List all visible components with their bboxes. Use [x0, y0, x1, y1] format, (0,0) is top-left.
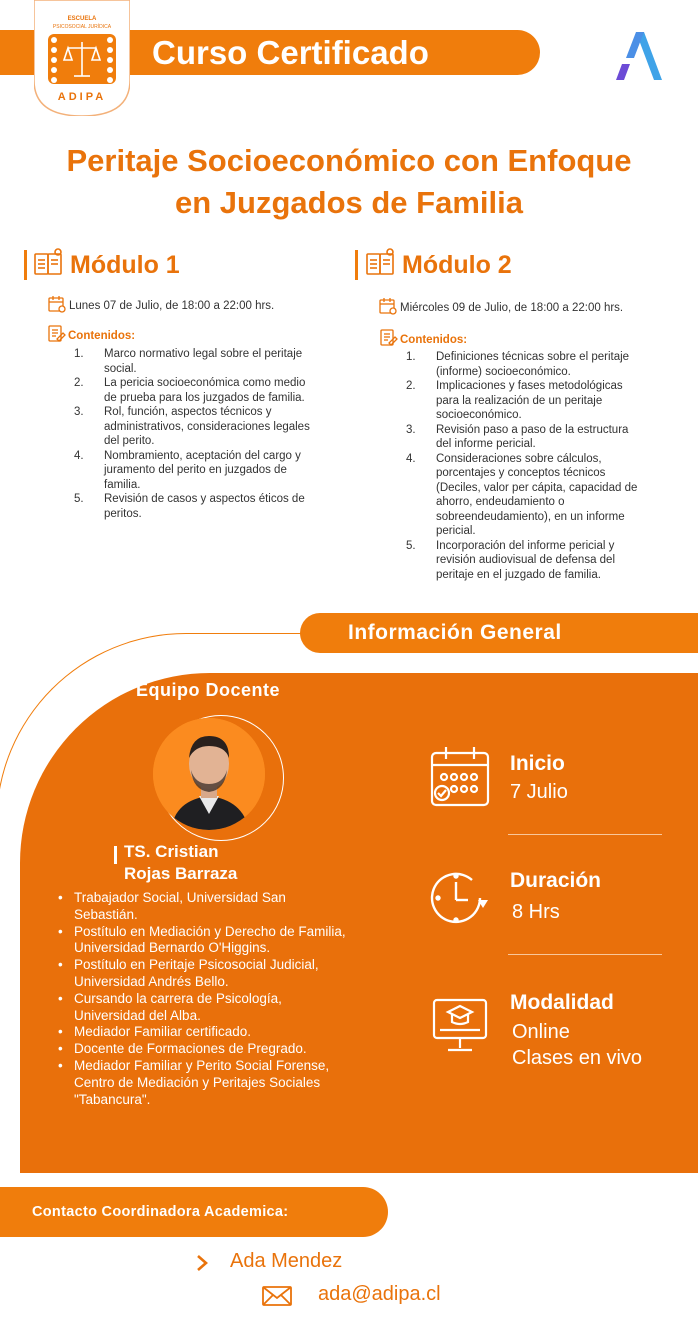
list-item: 5. Revisión de casos y aspectos éticos de peritos.	[74, 493, 305, 520]
calendar-icon	[48, 295, 66, 316]
document-edit-icon	[48, 325, 66, 346]
online-class-icon	[428, 994, 492, 1059]
list-item: 4. Consideraciones sobre cálculos, porcentajes y conceptos técnicos (Deciles, valor per cápita, capacidad de ahorro, endeudamiento o sobreendeudamiento), en un informe	[406, 452, 638, 523]
teacher-avatar	[153, 718, 265, 830]
module2-date: Miércoles 09 de Julio, de 18:00 a 22:00 hrs.	[400, 301, 624, 314]
header-title: Curso Certificado	[152, 34, 429, 71]
module1-contents-text: Contenidos:	[68, 329, 136, 342]
list-item: • Docente de Formaciones de Pregrado.	[58, 1041, 307, 1057]
module1-contents-label	[48, 325, 135, 346]
module1-heading	[34, 250, 180, 280]
list-item: 2. La pericia socioeconómica como medio de prueba para los juzgados de familia.	[74, 377, 306, 404]
logo-mid-text: PSICOSOCIAL JURÍDICA	[52, 24, 112, 30]
start-label: Inicio	[510, 752, 565, 775]
list-item: • Postítulo en Peritaje Psicosocial Judicial, Universidad Andrés Bello.	[58, 957, 319, 989]
contact-title: Contacto Coordinadora Academica:	[32, 1204, 289, 1220]
duration-value: 8 Hrs	[512, 901, 560, 923]
start-value: 7 Julio	[510, 781, 568, 803]
book-icon	[34, 248, 64, 283]
list-item: pericial.	[436, 525, 476, 537]
course-title	[0, 140, 698, 224]
teacher-name	[124, 841, 237, 885]
course-title-line2: en Juzgados de Familia	[175, 185, 523, 220]
course-title-line1: Peritaje Socioeconómico con Enfoque	[66, 143, 632, 178]
team-title: Equipo Docente	[136, 680, 281, 700]
list-item: 5. Incorporación del informe pericial y revisión audiovisual de defensa del peritaje en el juzgado de familia.	[406, 539, 616, 581]
mail-icon	[262, 1286, 292, 1311]
modality-value-online: Online	[512, 1021, 570, 1043]
list-item: 1. Definiciones técnicas sobre el peritaje (informe) socioeconómico.	[406, 351, 630, 378]
contact-email[interactable]: ada@adipa.cl	[318, 1283, 441, 1305]
list-item: • Postítulo en Mediación y Derecho de Familia, Universidad Bernardo O'Higgins.	[58, 923, 346, 956]
list-item: 3. Revisión paso a paso de la estructura del informe pericial.	[406, 423, 629, 450]
list-item: • Mediador Familiar y Perito Social Forense, Centro de Mediación y Peritajes Sociales "Tabancura".	[58, 1057, 330, 1107]
module2-contents-list	[406, 350, 696, 582]
module2-date-line	[379, 297, 623, 318]
list-item: 4. Nombramiento, aceptación del cargo y juramento del perito en juzgados de familia.	[74, 449, 301, 491]
modality-label: Modalidad	[510, 991, 614, 1014]
divider	[508, 834, 662, 835]
module1-date: Lunes 07 de Julio, de 18:00 a 22:00 hrs.	[69, 299, 275, 312]
module2-accent-bar	[355, 250, 358, 280]
info-title: Información General	[348, 621, 562, 644]
module2-title: Módulo 2	[402, 250, 512, 279]
module1-title: Módulo 1	[70, 250, 180, 279]
module1-date-line	[48, 295, 274, 316]
module1-accent-bar	[24, 250, 27, 280]
logo-name: ADIPA	[57, 91, 107, 103]
clock-icon	[428, 868, 492, 933]
module2-contents-text: Contenidos:	[400, 333, 468, 346]
brand-mark-icon	[612, 28, 664, 82]
duration-label: Duración	[510, 869, 602, 892]
module2-heading	[366, 250, 512, 280]
teacher-name-line2: Rojas Barraza	[124, 864, 238, 883]
document-edit-icon	[380, 329, 398, 350]
list-item: 2. Implicaciones y fases metodológicas para la realización de un peritaje socioeconómico.	[406, 380, 623, 421]
list-item: • Cursando la carrera de Psicología, Universidad del Alba.	[58, 990, 282, 1023]
logo-top-text: ESCUELA	[67, 16, 97, 22]
list-item: 1. Marco normativo legal sobre el peritaje social.	[74, 348, 303, 375]
teacher-name-bar	[114, 846, 117, 864]
book-icon	[366, 248, 396, 283]
teacher-credentials	[58, 890, 398, 1108]
contact-name: Ada Mendez	[230, 1250, 343, 1272]
list-item: • Mediador Familiar certificado.	[58, 1024, 252, 1040]
calendar-icon	[428, 745, 492, 814]
teacher-name-line1: TS. Cristian	[124, 842, 219, 861]
modality-value-live: Clases en vivo	[512, 1047, 643, 1069]
module2-contents-label	[380, 329, 467, 350]
divider	[508, 954, 662, 955]
adipa-logo	[34, 0, 130, 116]
chevron-right-icon	[195, 1254, 209, 1277]
calendar-icon	[379, 297, 397, 318]
list-item: • Trabajador Social, Universidad San Sebastián.	[58, 890, 286, 922]
list-item: 3. Rol, función, aspectos técnicos y administrativos, consideraciones legales del perito.	[74, 406, 310, 447]
module1-contents-list	[74, 347, 354, 521]
